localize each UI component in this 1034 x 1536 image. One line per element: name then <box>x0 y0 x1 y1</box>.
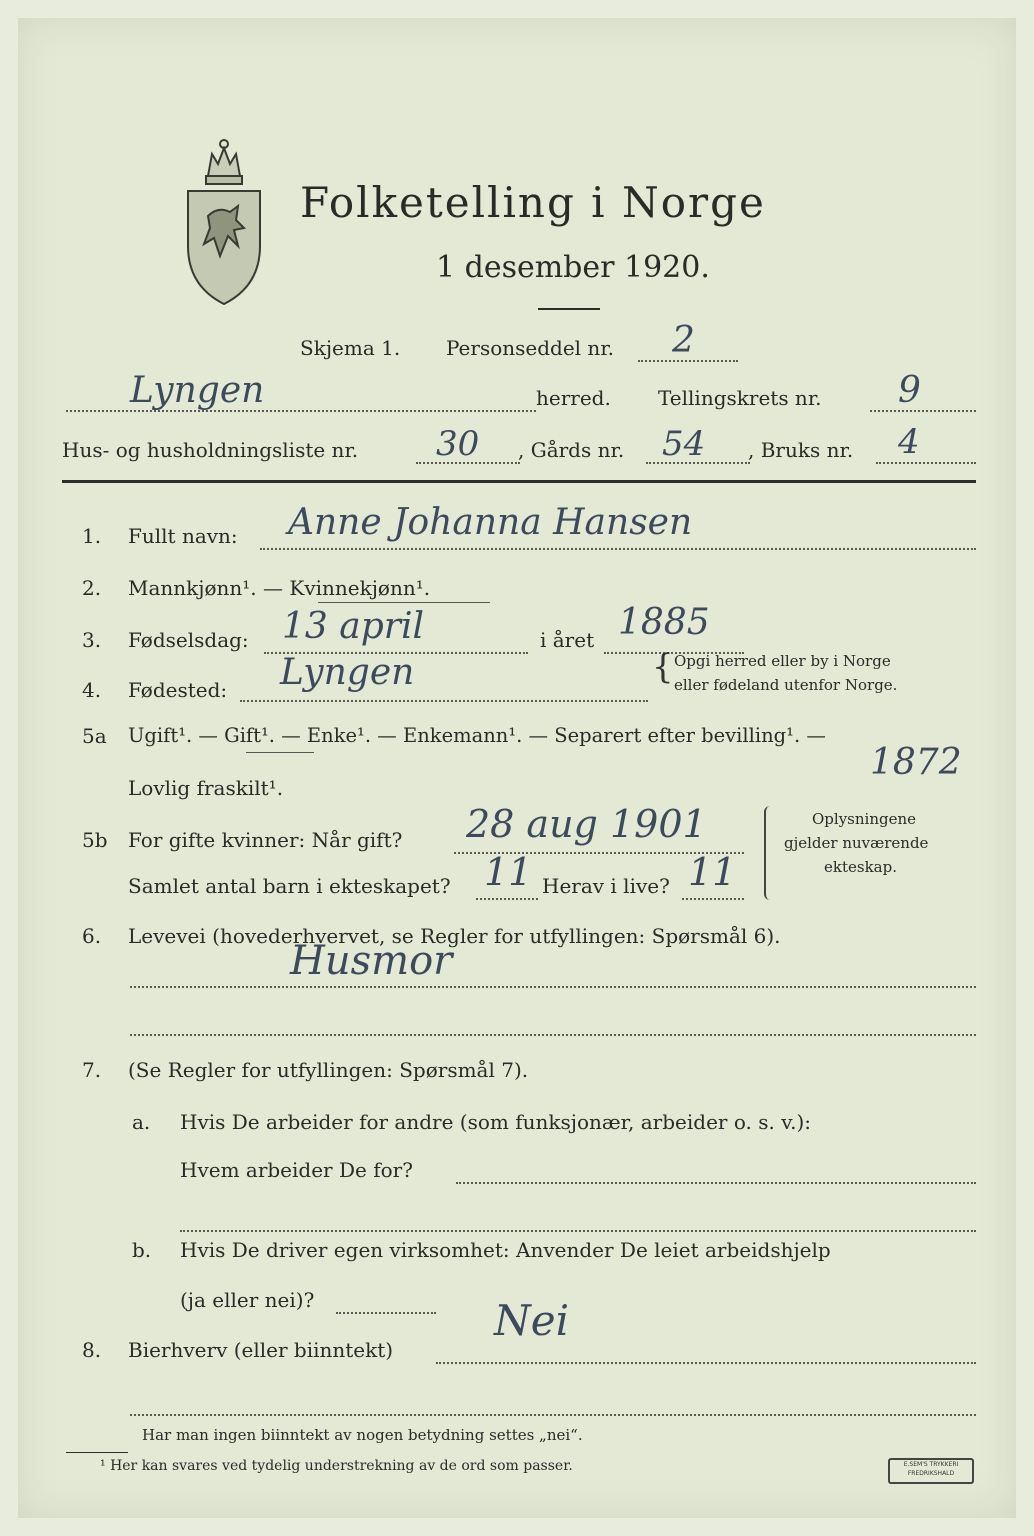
q3-label: Fødselsdag: <box>128 628 249 652</box>
q7a-label: Hvis De arbeider for andre (som funksjonær, arbeider o. s. v.): <box>180 1110 812 1134</box>
q2-number: 2. <box>82 576 102 600</box>
children-label: Samlet antal barn i ekteskapet? <box>128 874 451 898</box>
census-date: 1 desember 1920. <box>436 250 710 285</box>
marriage-note-line1: Oplysningene <box>812 810 917 828</box>
footnote: ¹ Her kan svares ved tydelig understrekning av de ord som passer. <box>100 1458 573 1474</box>
title-divider <box>538 308 600 310</box>
q8-number: 8. <box>82 1338 102 1362</box>
alive-value: 11 <box>688 850 737 894</box>
q7a-letter: a. <box>132 1110 151 1134</box>
tellingskrets-label: Tellingskrets nr. <box>658 386 822 410</box>
herred-label: herred. <box>536 386 611 410</box>
bruks-label: , Bruks nr. <box>748 438 854 462</box>
q4-label: Fødested: <box>128 678 228 702</box>
margin-note: 1872 <box>870 742 962 783</box>
children-field[interactable] <box>476 898 538 900</box>
full-name-value: Anne Johanna Hansen <box>288 502 693 543</box>
q4-number: 4. <box>82 678 102 702</box>
marriage-date-value: 28 aug 1901 <box>466 802 707 846</box>
side-income-field[interactable] <box>436 1362 976 1364</box>
full-name-field[interactable] <box>260 548 976 550</box>
norway-coat-of-arms-icon <box>178 136 270 308</box>
birthplace-note-line1: Opgi herred eller by i Norge <box>674 652 891 670</box>
birthplace-note-line2: eller fødeland utenfor Norge. <box>674 676 898 694</box>
q7-label: (Se Regler for utfyllingen: Spørsmål 7). <box>128 1058 529 1082</box>
q3-number: 3. <box>82 628 102 652</box>
q1-label: Fullt navn: <box>128 524 238 548</box>
marriage-note-line3: ekteskap. <box>824 858 897 876</box>
children-value: 11 <box>484 850 533 894</box>
footnote-divider <box>66 1452 128 1453</box>
q7-number: 7. <box>82 1058 102 1082</box>
q7b-letter: b. <box>132 1238 152 1262</box>
occupation-field-2[interactable] <box>130 1034 976 1036</box>
skjema-label: Skjema 1. <box>300 336 401 360</box>
page-title: Folketelling i Norge <box>300 178 766 227</box>
marital-underline <box>246 752 314 753</box>
gards-value: 54 <box>662 424 706 464</box>
side-income-field-2[interactable] <box>130 1414 976 1416</box>
q7b-label: Hvis De driver egen virksomhet: Anvender De leiet arbeidshjelp <box>180 1238 831 1262</box>
employer-field-2[interactable] <box>180 1230 976 1232</box>
side-income-value: Nei <box>494 1296 570 1345</box>
q5b-number: 5b <box>82 828 108 852</box>
header-separator <box>62 480 976 483</box>
tellingskrets-field[interactable] <box>870 410 976 412</box>
gender-underline <box>318 602 490 603</box>
q2-label: Mannkjønn¹. — Kvinnekjønn¹. <box>128 576 431 600</box>
birthday-value: 13 april <box>282 606 424 647</box>
footer-note: Har man ingen biinntekt av nogen betydning settes „nei“. <box>142 1426 583 1444</box>
q7a-label-line2: Hvem arbeider De for? <box>180 1158 413 1182</box>
marriage-note-line2: gjelder nuværende <box>784 834 929 852</box>
bruks-field[interactable] <box>876 462 976 464</box>
hus-value: 30 <box>436 424 480 464</box>
printer-stamp: E.SEM'S TRYKKERI FREDRIKSHALD <box>888 1458 974 1484</box>
tellingskrets-value: 9 <box>898 370 921 411</box>
q5a-label-line2: Lovlig fraskilt¹. <box>128 776 284 800</box>
herred-value: Lyngen <box>130 370 265 411</box>
hus-label: Hus- og husholdningsliste nr. <box>62 438 359 462</box>
gards-label: , Gårds nr. <box>518 438 625 462</box>
alive-field[interactable] <box>682 898 744 900</box>
birth-year-value: 1885 <box>618 602 710 643</box>
marriage-note-brace <box>764 806 772 900</box>
birthplace-value: Lyngen <box>280 652 415 693</box>
q5a-label: Ugift¹. — Gift¹. — Enke¹. — Enkemann¹. — Separert efter bevilling¹. — <box>128 724 826 747</box>
personseddel-value: 2 <box>672 320 695 361</box>
q6-label: Levevei (hovederhvervet, se Regler for utfyllingen: Spørsmål 6). <box>128 924 781 948</box>
birthplace-field[interactable] <box>240 700 648 702</box>
birth-year-label: i året <box>540 628 595 652</box>
q8-label: Bierhverv (eller biinntekt) <box>128 1338 394 1362</box>
hired-help-field[interactable] <box>336 1312 436 1314</box>
q6-number: 6. <box>82 924 102 948</box>
q1-number: 1. <box>82 524 102 548</box>
census-form <box>18 18 1016 1518</box>
personseddel-label: Personseddel nr. <box>446 336 615 360</box>
birthplace-note-brace: { <box>652 647 674 687</box>
alive-label: Herav i live? <box>542 874 670 898</box>
q5a-number: 5a <box>82 724 107 748</box>
bruks-value: 4 <box>898 422 920 462</box>
q7b-label-line2: (ja eller nei)? <box>180 1288 315 1312</box>
occupation-value: Husmor <box>290 938 453 984</box>
q5b-label: For gifte kvinner: Når gift? <box>128 828 403 852</box>
employer-field[interactable] <box>456 1182 976 1184</box>
occupation-field[interactable] <box>130 986 976 988</box>
